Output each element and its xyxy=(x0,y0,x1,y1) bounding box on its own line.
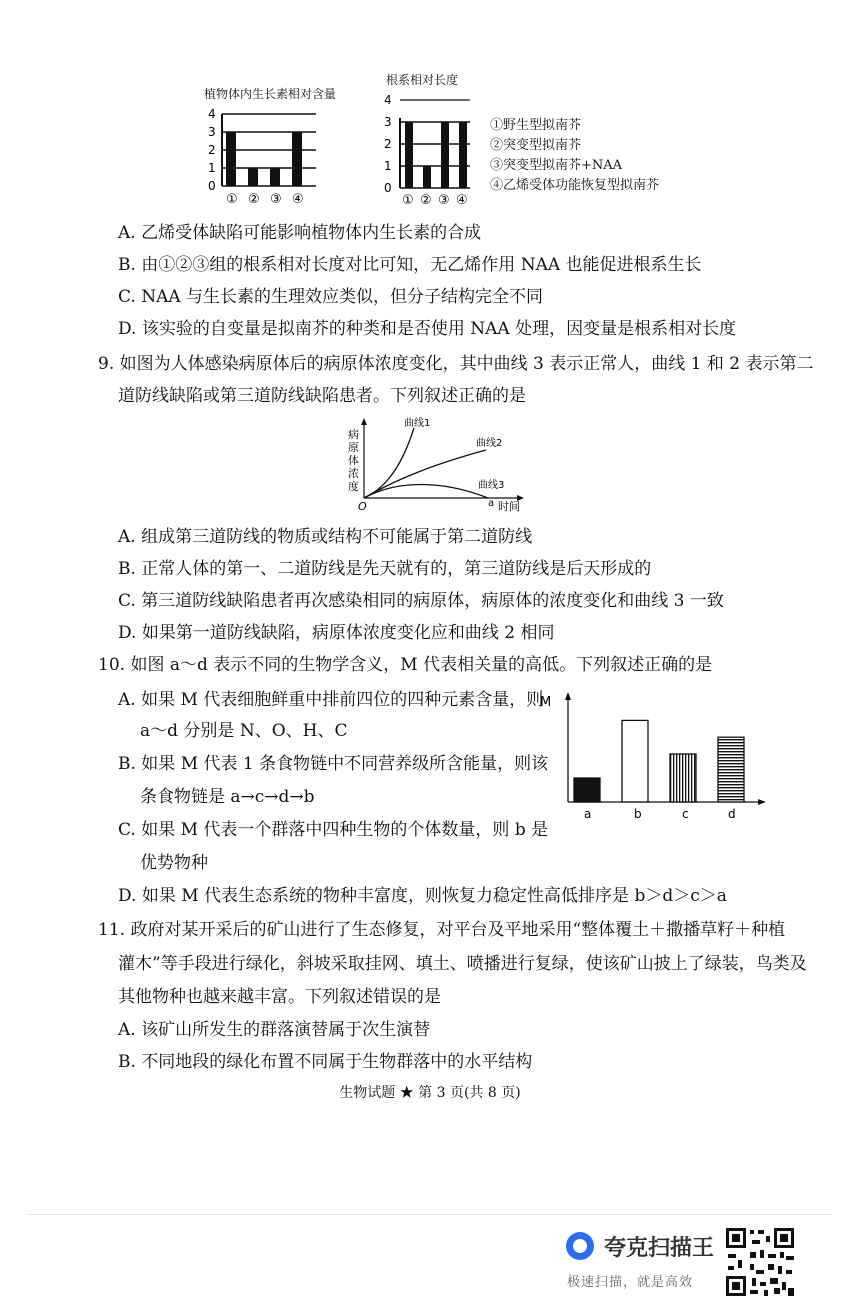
auxin-ytick-2: 2 xyxy=(208,143,216,157)
legend-item-3: ③突变型拟南芥+NAA xyxy=(490,158,623,173)
chart-legend xyxy=(490,116,659,196)
legend-item-1: ①野生型拟南芥 xyxy=(490,118,582,133)
q10-option-c-line2: 优势物种 xyxy=(140,853,208,873)
root-ytick-0: 0 xyxy=(384,181,392,195)
q9-stem-line1: 9. 如图为人体感染病原体后的病原体浓度变化，其中曲线 3 表示正常人，曲线 1 和 2 表示第二 xyxy=(98,354,814,374)
root-xtick-3: ③ xyxy=(438,193,450,206)
q10-option-c-line1: C. 如果 M 代表一个群落中四种生物的个体数量，则 b 是 xyxy=(118,820,549,840)
root-xtick-4: ④ xyxy=(456,193,468,206)
q11-stem-line1: 11. 政府对某开采后的矿山进行了生态修复，对平台及平地采用“整体覆土＋撒播草籽＋种植 xyxy=(98,920,786,940)
auxin-bar-2 xyxy=(248,168,258,186)
quark-logo-icon xyxy=(566,1232,594,1260)
m-bar-2 xyxy=(622,720,648,802)
q11-option-a: A. 该矿山所发生的群落演替属于次生演替 xyxy=(118,1020,431,1040)
auxin-xtick-3: ③ xyxy=(270,192,282,206)
root-xtick-1: ① xyxy=(402,193,414,206)
q8-option-d: D. 该实验的自变量是拟南芥的种类和是否使用 NAA 处理，因变量是根系相对长度 xyxy=(118,319,737,339)
q8-option-b: B. 由①②③组的根系相对长度对比可知，无乙烯作用 NAA 也能促进根系生长 xyxy=(118,255,702,275)
brand-slogan: 极速扫描，就是高效 xyxy=(567,1275,694,1290)
q10-option-b-line1: B. 如果 M 代表 1 条食物链中不同营养级所含能量，则该 xyxy=(118,754,549,774)
q10-option-a-line1: A. 如果 M 代表细胞鲜重中排前四位的四种元素含量，则 xyxy=(118,690,544,710)
auxin-chart xyxy=(196,84,336,206)
y-char-1: 病 xyxy=(348,428,359,441)
q9-option-b: B. 正常人体的第一、二道防线是先天就有的，第三道防线是后天形成的 xyxy=(118,559,652,579)
auxin-xtick-2: ② xyxy=(248,192,260,206)
q11-option-b: B. 不同地段的绿化布置不同属于生物群落中的水平结构 xyxy=(118,1052,533,1072)
curve-3 xyxy=(364,485,488,499)
curve-1 xyxy=(364,428,414,498)
a-mark: a xyxy=(488,498,495,509)
root-ytick-3: 3 xyxy=(384,115,392,129)
auxin-ytick-0: 0 xyxy=(208,179,216,193)
pathogen-curve-chart xyxy=(342,414,532,514)
root-chart-title: 根系相对长度 xyxy=(386,73,459,87)
q9-option-a: A. 组成第三道防线的物质或结构不可能属于第二道防线 xyxy=(118,527,533,547)
curve-2-label: 曲线2 xyxy=(476,438,503,449)
y-char-3: 体 xyxy=(348,454,359,467)
legend-item-4: ④乙烯受体功能恢复型拟南芥 xyxy=(490,178,660,193)
root-bar-4 xyxy=(459,122,467,188)
y-char-2: 原 xyxy=(348,441,359,454)
m-bar-chart xyxy=(538,688,770,822)
root-bar-2 xyxy=(423,166,431,188)
y-char-4: 浓 xyxy=(348,467,359,480)
root-xtick-2: ② xyxy=(420,193,432,206)
q10-option-a-line2: a～d 分别是 N、O、H、C xyxy=(140,721,348,741)
q8-option-a: A. 乙烯受体缺陷可能影响植物体内生长素的合成 xyxy=(118,223,482,243)
auxin-bar-3 xyxy=(270,168,280,186)
root-bar-1 xyxy=(405,122,413,188)
m-xtick-b: b xyxy=(634,807,642,821)
legend-item-2: ②突变型拟南芥 xyxy=(490,138,582,153)
q8-option-c: C. NAA 与生长素的生理效应类似，但分子结构完全不同 xyxy=(118,287,544,307)
curve-1-label: 曲线1 xyxy=(404,418,431,429)
auxin-bar-4 xyxy=(292,132,302,186)
x-axis-label: 时间 xyxy=(498,500,520,513)
auxin-ytick-4: 4 xyxy=(208,107,216,121)
brand-name: 夸克扫描王 xyxy=(604,1236,715,1261)
auxin-xtick-4: ④ xyxy=(292,192,304,206)
origin-label: O xyxy=(358,500,367,513)
q9-stem-line2: 道防线缺陷或第三道防线缺陷患者。下列叙述正确的是 xyxy=(118,386,526,406)
m-bar-4 xyxy=(718,737,744,802)
root-length-chart xyxy=(378,70,488,206)
auxin-xtick-1: ① xyxy=(226,192,238,206)
page-footer: 生物试题 ★ 第 3 页(共 8 页) xyxy=(339,1085,521,1101)
auxin-bar-1 xyxy=(226,132,236,186)
m-bar-3 xyxy=(670,754,696,802)
curve-3-label: 曲线3 xyxy=(478,480,505,491)
m-bar-1 xyxy=(574,778,600,802)
q11-stem-line3: 其他物种也越来越丰富。下列叙述错误的是 xyxy=(118,987,441,1007)
y-char-5: 度 xyxy=(348,480,359,493)
auxin-ytick-3: 3 xyxy=(208,125,216,139)
q9-option-d: D. 如果第一道防线缺陷，病原体浓度变化应和曲线 2 相同 xyxy=(118,623,555,643)
qr-code-icon xyxy=(724,1226,796,1298)
q10-stem: 10. 如图 a～d 表示不同的生物学含义，M 代表相关量的高低。下列叙述正确的是 xyxy=(98,655,713,675)
q10-option-b-line2: 条食物链是 a→c→d→b xyxy=(140,787,315,807)
root-ytick-2: 2 xyxy=(384,137,392,151)
m-xtick-c: c xyxy=(682,807,689,821)
root-bar-3 xyxy=(441,122,449,188)
auxin-chart-title: 植物体内生长素相对含量 xyxy=(204,87,336,101)
root-ytick-4: 4 xyxy=(384,93,392,107)
root-ytick-1: 1 xyxy=(384,159,392,173)
q11-stem-line2: 灌木”等手段进行绿化，斜坡采取挂网、填土、喷播进行复绿，使该矿山披上了绿装，鸟类及 xyxy=(118,954,807,974)
q9-option-c: C. 第三道防线缺陷患者再次感染相同的病原体，病原体的浓度变化和曲线 3 一致 xyxy=(118,591,724,611)
m-xtick-a: a xyxy=(584,807,592,821)
q10-option-d: D. 如果 M 代表生态系统的物种丰富度，则恢复力稳定性高低排序是 b＞d＞c＞a xyxy=(118,886,727,906)
auxin-ytick-1: 1 xyxy=(208,161,216,175)
divider xyxy=(28,1214,832,1215)
m-axis-label: M xyxy=(540,695,552,710)
m-xtick-d: d xyxy=(728,807,736,821)
